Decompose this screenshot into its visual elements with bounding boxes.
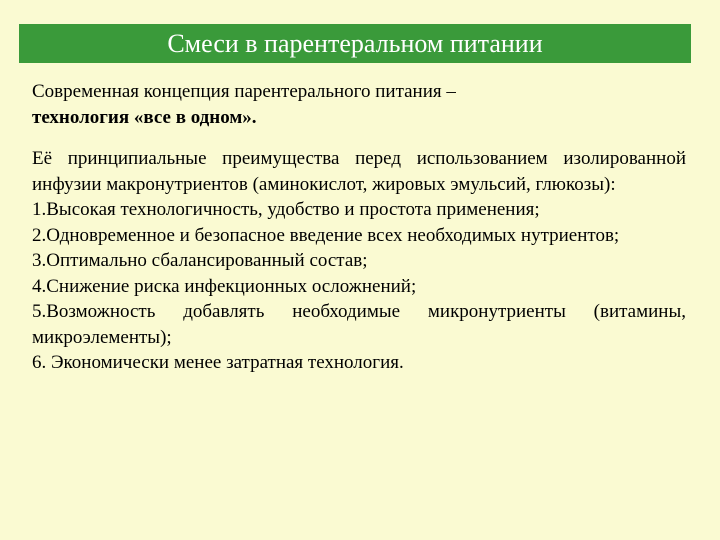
list-item-1: 1.Высокая технологичность, удобство и простота применения;: [32, 199, 540, 220]
intro-line: Современная концепция парентерального питания –: [32, 81, 456, 102]
slide-content: [32, 79, 686, 376]
list-item-2: 2.Одновременное и безопасное введение всех необходимых нутриентов;: [32, 224, 620, 246]
list-item-3: 3.Оптимально сбалансированный состав;: [32, 250, 368, 271]
list-item-6: 6. Экономически менее затратная технология.: [32, 352, 404, 373]
intro-emphasis: технология «все в одном».: [32, 106, 257, 128]
intro-block: [32, 79, 686, 130]
lead-paragraph: Её принципиальные преимущества перед использованием изолированной инфузии макронутриентов (аминокислот, жировых эмульсий, глюкозы):: [32, 148, 686, 195]
list-item-4: 4.Снижение риска инфекционных осложнений;: [32, 275, 417, 297]
slide-title: Смеси в парентеральном питании: [19, 24, 691, 63]
list-item-5: 5.Возможность добавлять необходимые микронутриенты (витамины, микроэлементы);: [32, 301, 686, 348]
